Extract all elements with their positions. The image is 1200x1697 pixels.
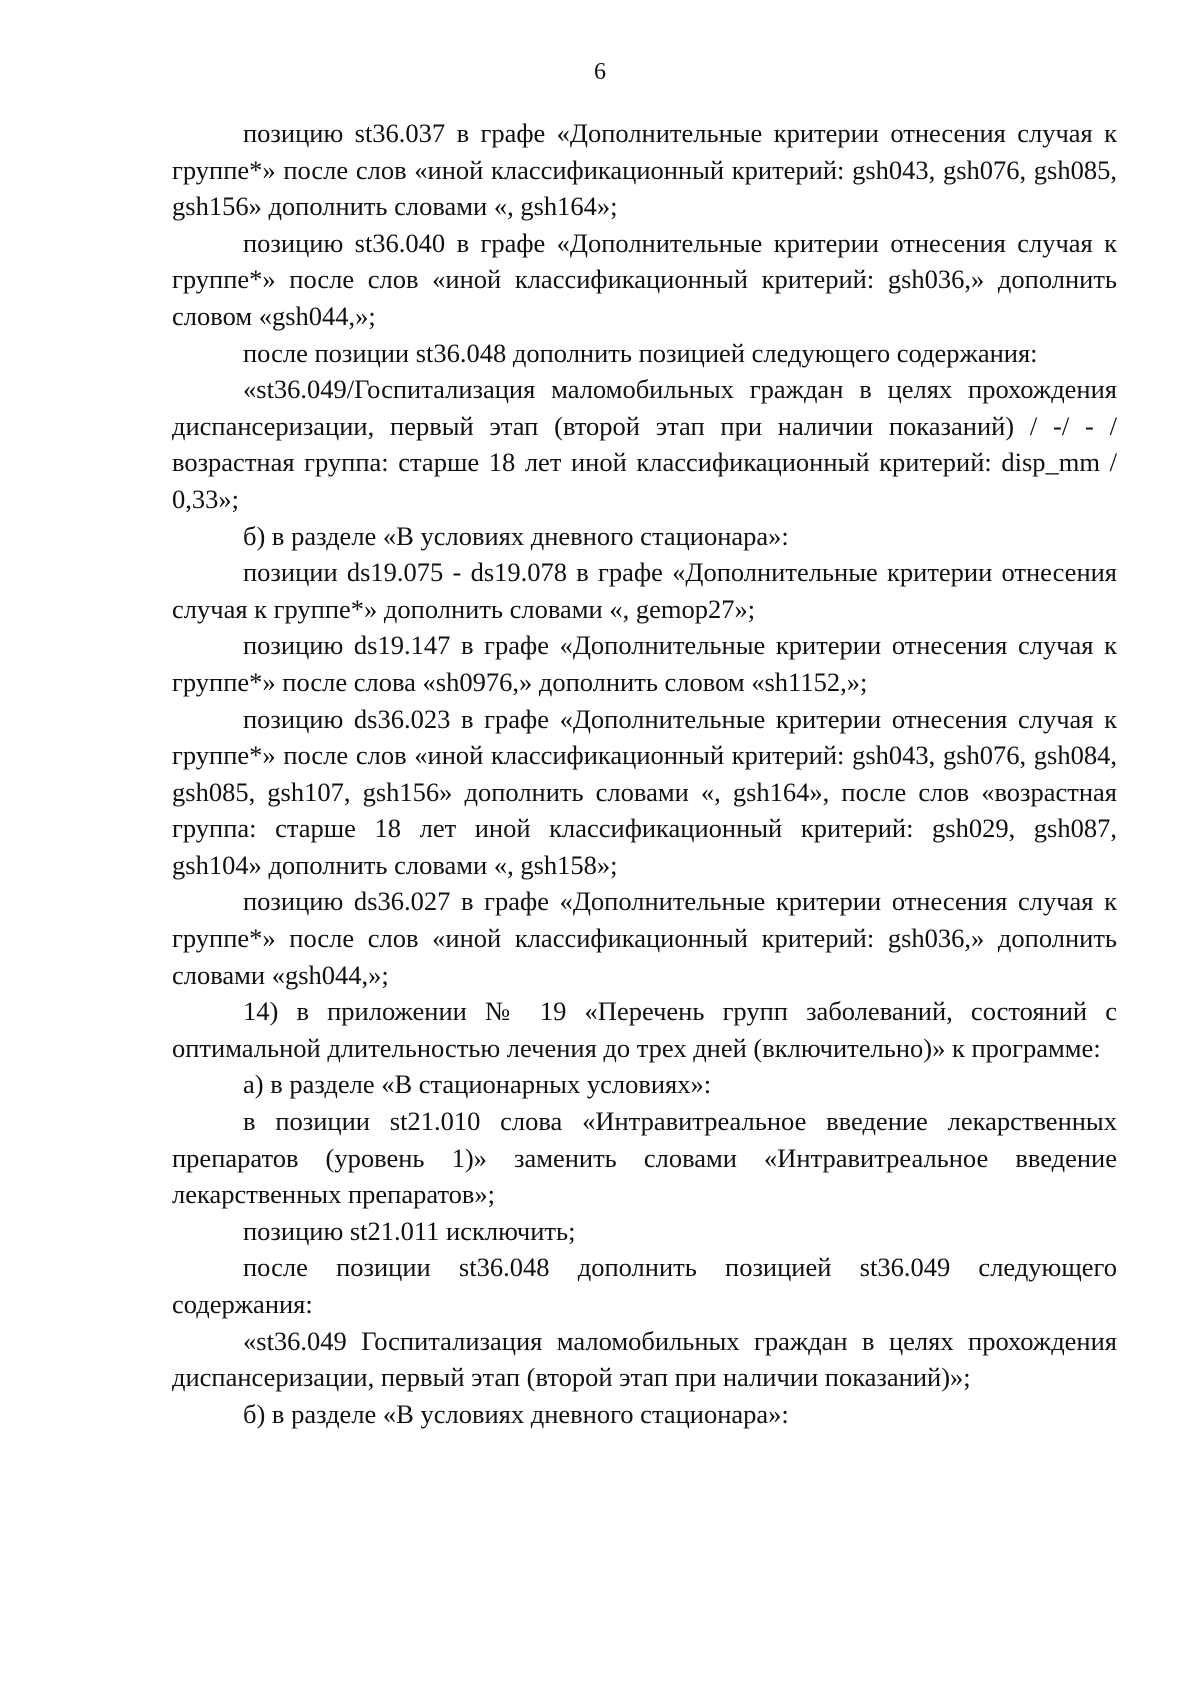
document-body (172, 115, 1117, 1432)
paragraph-st36-040: позицию st36.040 в графе «Дополнительные критерии отнесения случая к группе*» после слов «иной классификационный критерий: gsh036,» дополнить словом «gsh044,»; (172, 227, 1117, 331)
paragraph-after-st36-048-position: после позиции st36.048 дополнить позицией st36.049 следующего содержания: (172, 1252, 1117, 1319)
paragraph-ds19-075-078: позиции ds19.075 - ds19.078 в графе «Дополнительные критерии отнесения случая к группе*» дополнить словами «, gemop27»; (172, 557, 1117, 624)
paragraph-ds36-027: позицию ds36.027 в графе «Дополнительные критерии отнесения случая к группе*» после слов «иной классификационный критерий: gsh036,» дополнить словами «gsh044,»; (172, 886, 1117, 990)
page-number: 6 (594, 59, 606, 85)
paragraph-section-day-hospital: б) в разделе «В условиях дневного стационара»: (243, 520, 789, 551)
paragraph-section-inpatient: а) в разделе «В стационарных условиях»: (243, 1069, 712, 1100)
paragraph-section-day-hospital-2: б) в разделе «В условиях дневного стационара»: (243, 1398, 789, 1429)
paragraph-st36-049-content: «st36.049/Госпитализация маломобильных граждан в целях прохождения диспансеризации, первый этап (второй этап при наличии показаний) / -/ - /возрастная группа: старше 18 лет иной классификационный критерий: disp_mm / 0,33»; (172, 374, 1117, 514)
paragraph-st21-010: в позиции st21.010 слова «Интравитреальное введение лекарственных препаратов (уровень 1)» заменить словами «Интравитреальное введение лекарственных препаратов»; (172, 1106, 1117, 1210)
paragraph-ds19-147: позицию ds19.147 в графе «Дополнительные критерии отнесения случая к группе*» после слова «sh0976,» дополнить словом «sh1152,»; (172, 630, 1117, 697)
paragraph-after-st36-048: после позиции st36.048 дополнить позицией следующего содержания: (243, 337, 1038, 368)
paragraph-st21-011: позицию st21.011 исключить; (243, 1215, 576, 1246)
paragraph-ds36-023: позицию ds36.023 в графе «Дополнительные критерии отнесения случая к группе*» после слов «иной классификационный критерий: gsh043, gsh076, gsh084, gsh085, gsh107, gsh156» дополнить словами «, gsh164», после слов «возрастная группа: старше 18 лет иной классификационный критерий: gsh029, gsh087, gsh104» дополнить словами «, gsh158»; (172, 703, 1117, 880)
paragraph-st36-049-entry: «st36.049 Госпитализация маломобильных граждан в целях прохождения диспансеризации, первый этап (второй этап при наличии показаний)»; (172, 1325, 1117, 1393)
paragraph-st36-037: позицию st36.037 в графе «Дополнительные критерии отнесения случая к группе*» после слов «иной классификационный критерий: gsh043, gsh076, gsh085, gsh156» дополнить словами «, gsh164»; (172, 118, 1117, 222)
paragraph-appendix-19: 14) в приложении № 19 «Перечень групп заболеваний, состояний с оптимальной длительностью лечения до трех дней (включительно)» к программе: (172, 996, 1117, 1063)
